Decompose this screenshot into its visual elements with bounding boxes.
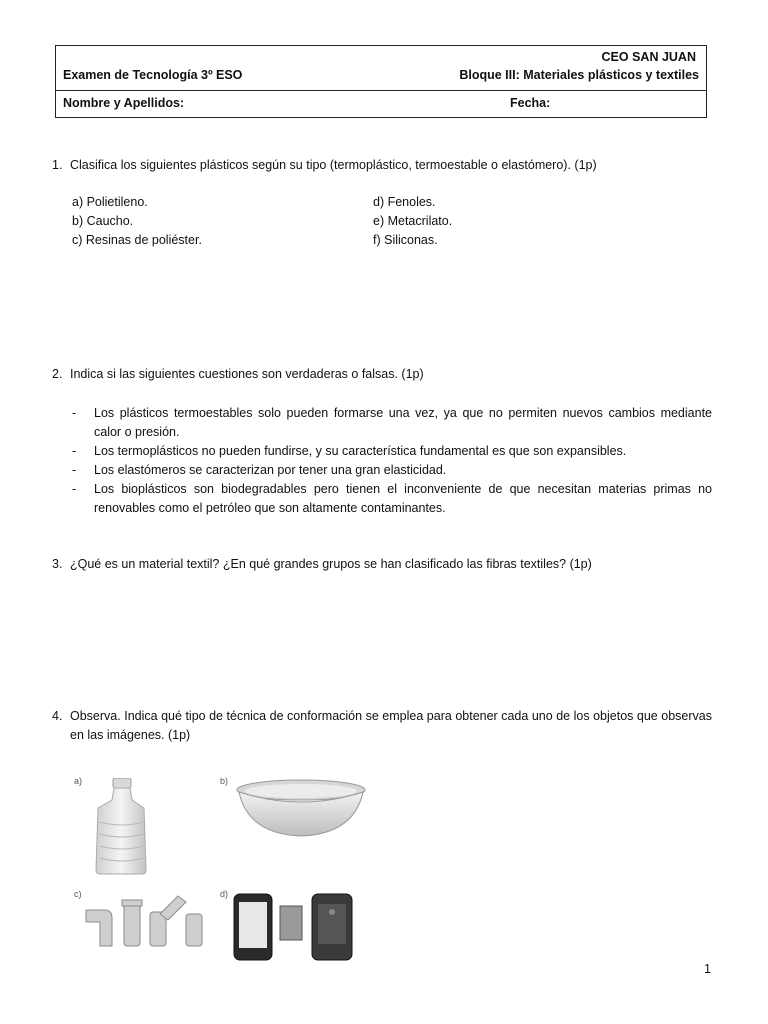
header-row-name <box>56 91 706 117</box>
question-3-text: ¿Qué es un material textil? ¿En qué grandes grupos se han clasificado las fibras textiles? (1p) <box>70 557 592 571</box>
q2-statement: - Los elastómeros se caracterizan por tener una gran elasticidad. <box>72 461 712 480</box>
figure-b-label: b) <box>220 776 229 786</box>
question-1-text: Clasifica los siguientes plásticos según su tipo (termoplástico, termoestable o elastómero). (1p) <box>70 158 597 172</box>
figure-d-label: d) <box>220 889 229 899</box>
question-4-number: 4. <box>52 709 63 723</box>
school-name: CEO SAN JUAN <box>601 50 696 64</box>
exam-header <box>55 45 707 118</box>
question-4 <box>52 707 712 745</box>
plastic-bowl-image <box>232 778 370 840</box>
figure-a-label: a) <box>74 776 83 786</box>
question-2-text: Indica si las siguientes cuestiones son verdaderas o falsas. (1p) <box>70 367 424 381</box>
page-number: 1 <box>704 962 711 976</box>
question-2 <box>52 365 712 384</box>
pvc-pipes-image <box>82 890 212 950</box>
q1-option-b: b) Caucho. <box>72 214 134 228</box>
plastic-bottle-image <box>86 778 158 876</box>
question-4-text: Observa. Indica qué tipo de técnica de conformación se emplea para obtener cada uno de los objetos que observas en las imágenes. (1p) <box>70 709 712 742</box>
q2-statement-list <box>72 404 712 518</box>
figure-c-label: c) <box>74 889 82 899</box>
q1-option-d: d) Fenoles. <box>373 195 436 209</box>
q2-statement: - Los plásticos termoestables solo pueden formarse una vez, ya que no permiten nuevos cambios mediante calor o presión. <box>72 404 712 442</box>
q2-statement: - Los bioplásticos son biodegradables pero tienen el inconveniente de que necesitan materias primas no renovables como el petróleo que son altamente contaminantes. <box>72 480 712 518</box>
q2-statement: - Los termoplásticos no pueden fundirse, y su característica fundamental es que son expansibles. <box>72 442 712 461</box>
date-label: Fecha: <box>510 96 551 110</box>
question-2-number: 2. <box>52 367 63 381</box>
question-1-number: 1. <box>52 158 63 172</box>
q1-option-a: a) Polietileno. <box>72 195 148 209</box>
question-3-number: 3. <box>52 557 63 571</box>
q1-option-c: c) Resinas de poliéster. <box>72 233 202 247</box>
name-label: Nombre y Apellidos: <box>63 96 185 110</box>
exam-title: Examen de Tecnología 3º ESO <box>63 68 243 82</box>
q1-option-f: f) Siliconas. <box>373 233 438 247</box>
question-3 <box>52 555 712 574</box>
q1-option-e: e) Metacrilato. <box>373 214 453 228</box>
question-1 <box>52 156 712 175</box>
header-row-title <box>56 46 706 91</box>
block-title: Bloque III: Materiales plásticos y textiles <box>459 68 699 82</box>
mobile-phone-image <box>232 890 362 962</box>
